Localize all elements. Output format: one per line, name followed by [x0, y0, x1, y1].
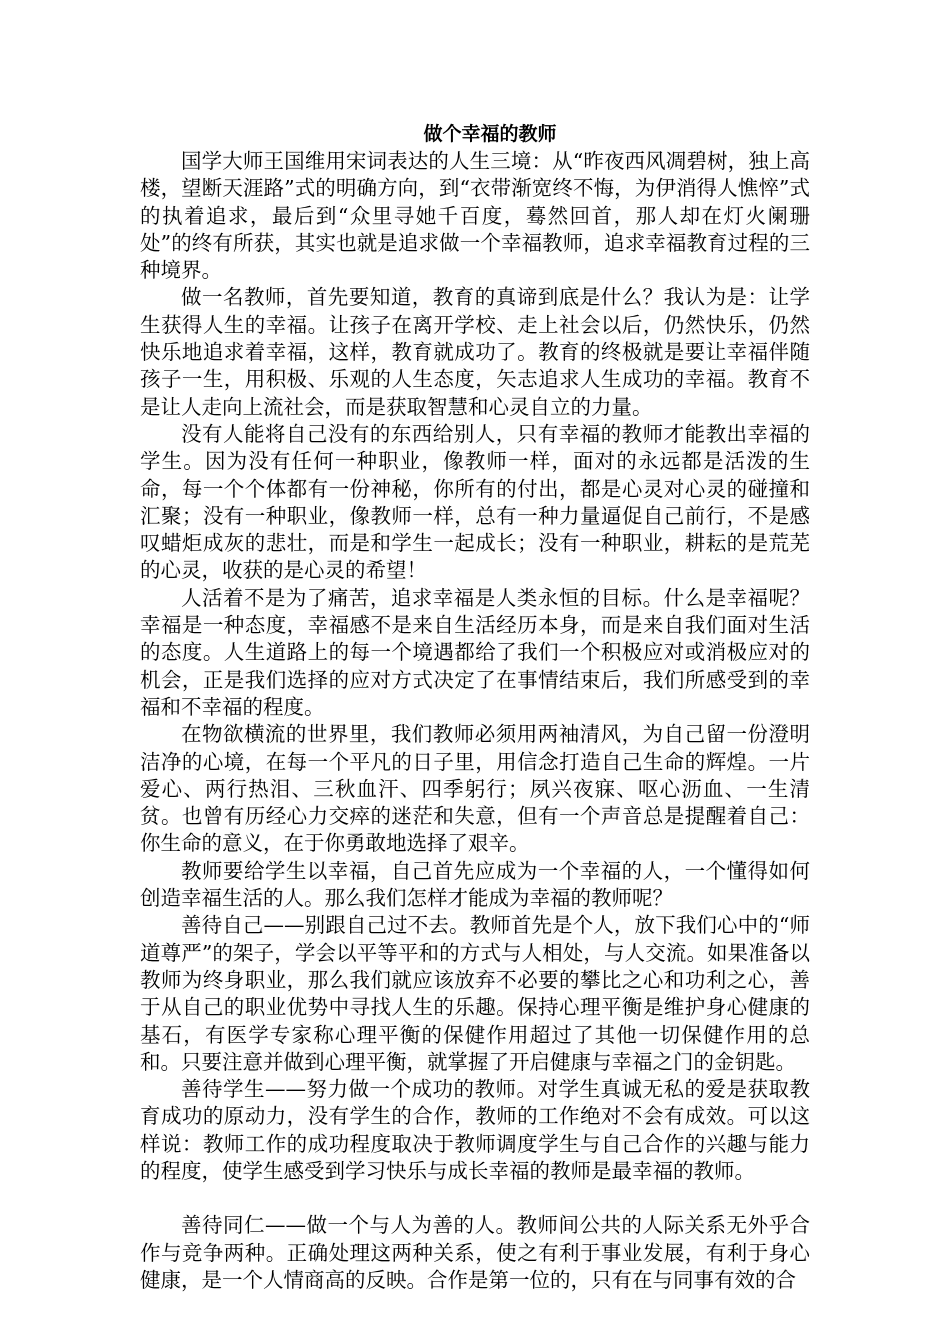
paragraph-what-is-happiness: 人活着不是为了痛苦，追求幸福是人类永恒的目标。什么是幸福呢？幸福是一种态度，幸福感不是来自生活经历本身，而是来自我们面对生活的态度。人生道路上的每一个境遇都给了我们一个积极应对或消极应对的机会，正是我们选择的应对方式决定了在事情结束后，我们所感受到的幸福和不幸福的程度。 [140, 585, 810, 719]
paragraph-happy-teacher: 没有人能将自己没有的东西给别人，只有幸福的教师才能教出幸福的学生。因为没有任何一种职业，像教师一样，面对的永远都是活泼的生命，每一个个体都有一份神秘，你所有的付出，都是心灵对心灵的碰撞和汇聚；没有一种职业，像教师一样，总有一种力量逼促自己前行，不是感叹蜡炬成灰的悲壮，而是和学生一起成长；没有一种职业，耕耘的是荒芜的心灵，收获的是心灵的希望！ [140, 421, 810, 583]
paragraph-how-to-be-happy: 教师要给学生以幸福，自己首先应成为一个幸福的人，一个懂得如何创造幸福生活的人。那么我们怎样才能成为幸福的教师呢？ [140, 858, 810, 911]
paragraph-treat-colleagues: 善待同仁——做一个与人为善的人。教师间公共的人际关系无外乎合作与竞争两种。正确处理这两种关系，使之有利于事业发展，有利于身心健康，是一个人情商高的反映。合作是第一位的，只有在与同事有效的合 [140, 1213, 810, 1292]
paragraph-treat-yourself: 善待自己——别跟自己过不去。教师首先是个人，放下我们心中的“师道尊严”的架子，学会以平等平和的方式与人相处，与人交流。如果准备以教师为终身职业，那么我们就应该放弃不必要的攀比之心和功利之心，善于从自己的职业优势中寻找人生的乐趣。保持心理平衡是维护身心健康的基石，有医学专家称心理平衡的保健作用超过了其他一切保健作用的总和。只要注意并做到心理平衡，就掌握了开启健康与幸福之门的金钥匙。 [140, 913, 810, 1074]
paragraph-essence-of-education: 做一名教师，首先要知道，教育的真谛到底是什么？我认为是：让学生获得人生的幸福。让孩子在离开学校、走上社会以后，仍然快乐，仍然快乐地追求着幸福，这样，教育就成功了。教育的终极就是要让幸福伴随孩子一生，用积极、乐观的人生态度，矢志追求人生成功的幸福。教育不是让人走向上流社会，而是获取智慧和心灵自立的力量。 [140, 285, 810, 419]
paragraph-intro: 国学大师王国维用宋词表达的人生三境：从“昨夜西风凋碧树，独上高楼，望断天涯路”式的明确方向，到“衣带渐宽终不悔，为伊消得人憔悴”式的执着追求，最后到“众里寻她千百度，蓦然回首，那人却在灯火阑珊处”的终有所获，其实也就是追求做一个幸福教师，追求幸福教育过程的三种境界。 [140, 149, 810, 283]
paragraph-treat-students: 善待学生——努力做一个成功的教师。对学生真诚无私的爱是获取教育成功的原动力，没有学生的合作，教师的工作绝对不会有成效。可以这样说：教师工作的成功程度取决于教师调度学生与自己合作的兴趣与能力的程度，使学生感受到学习快乐与成长幸福的教师是最幸福的教师。 [140, 1077, 810, 1183]
document-title: 做个幸福的教师 [423, 123, 557, 145]
paragraph-material-world: 在物欲横流的世界里，我们教师必须用两袖清风，为自己留一份澄明洁净的心境，在每一个平凡的日子里，用信念打造自己生命的辉煌。一片爱心、两行热泪、三秋血汗、四季躬行；夙兴夜寐、呕心沥血、一生清贫。也曾有历经心力交瘁的迷茫和失意，但有一个声音总是提醒着自己：你生命的意义，在于你勇敢地选择了艰辛。 [140, 722, 810, 856]
document-page [140, 118, 810, 1294]
